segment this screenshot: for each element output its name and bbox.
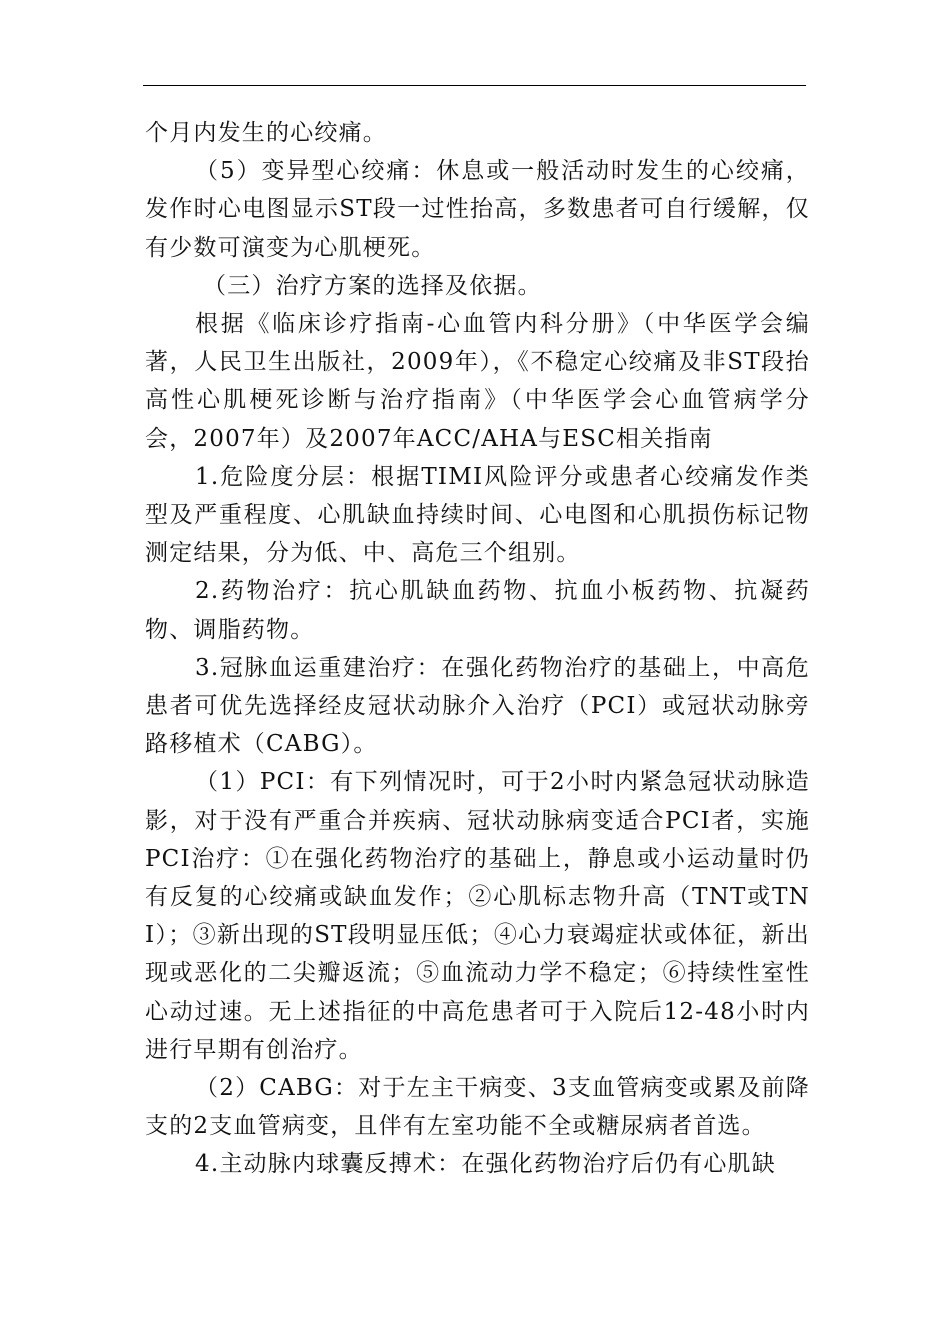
paragraph-guidelines-basis: 根据《临床诊疗指南-心血管内科分册》（中华医学会编著，人民卫生出版社，2009年），《不稳定心绞痛及非ST段抬高性心肌梗死诊断与治疗指南》（中华医学会心血管病学分会，2007年）及2007年ACC/AHA与ESC相关指南 bbox=[145, 311, 810, 452]
paragraph-risk-stratification: 1.危险度分层：根据TIMI风险评分或患者心绞痛发作类型及严重程度、心肌缺血持续时间、心电图和心肌损伤标记物测定结果，分为低、中、高危三个组别。 bbox=[145, 463, 810, 567]
paragraph-cabg: （2）CABG：对于左主干病变、3支血管病变或累及前降支的2支血管病变，且伴有左室功能不全或糖尿病者首选。 bbox=[145, 1075, 810, 1140]
paragraph-revascularization: 3.冠脉血运重建治疗：在强化药物治疗的基础上，中高危患者可优先选择经皮冠状动脉介入治疗（PCI）或冠状动脉旁路移植术（CABG）。 bbox=[145, 654, 810, 758]
paragraph-pci: （1）PCI：有下列情况时，可于2小时内紧急冠状动脉造影，对于没有严重合并疾病、冠状动脉病变适合PCI者，实施PCI治疗：①在强化药物治疗的基础上，静息或小运动量时仍有反复的心绞痛或缺血发作；②心肌标志物升高（TNT或TNI）；③新出现的ST段明显压低；④心力衰竭症状或体征，新出现或恶化的二尖瓣返流；⑤血流动力学不稳定；⑥持续性室性心动过速。无上述指征的中高危患者可于入院后12-48小时内进行早期有创治疗。 bbox=[145, 769, 810, 1063]
section-heading-treatment-plan: （三）治疗方案的选择及依据。 bbox=[203, 272, 542, 299]
paragraph-drug-therapy: 2.药物治疗：抗心肌缺血药物、抗血小板药物、抗凝药物、调脂药物。 bbox=[145, 578, 810, 643]
paragraph-continuation: 个月内发生的心绞痛。 bbox=[145, 120, 387, 146]
paragraph-iabp: 4.主动脉内球囊反搏术：在强化药物治疗后仍有心肌缺 bbox=[195, 1151, 776, 1178]
paragraph-variant-angina: （5）变异型心绞痛：休息或一般活动时发生的心绞痛，发作时心电图显示ST段一过性抬高，多数患者可自行缓解，仅有少数可演变为心肌梗死。 bbox=[145, 158, 810, 261]
header-rule bbox=[143, 85, 806, 86]
document-body bbox=[145, 114, 810, 1184]
